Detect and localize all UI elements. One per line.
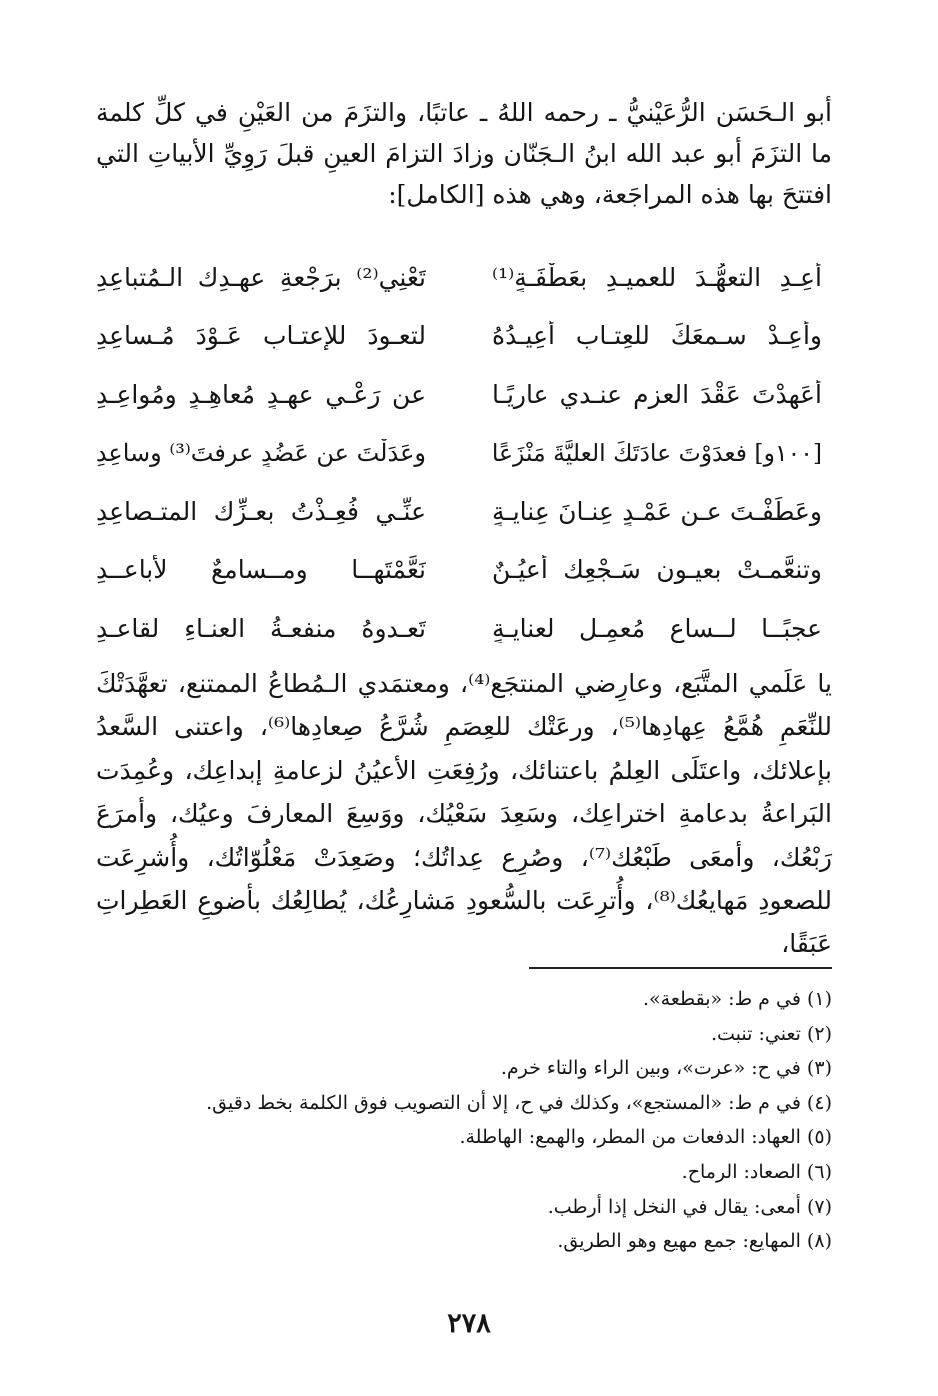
- verse-first-hemistich: وعَطَفْـتَ عـن عَمْـدٍ عِنـانَ عِنايـةٍ: [492, 496, 822, 526]
- verse-first-hemistich: أعِـدِ التعهُّـدَ للعميـدِ بعَطْفَـةٍ⁽¹⁾: [492, 262, 822, 292]
- verse-first-hemistich: وأعِـدْ سـمعَكَ للعِتـابِ أُعِيـدُهُ: [492, 321, 822, 351]
- verse-first-hemistich: أعَهِدْتَ عَقْدَ العزمِ عنـدي عاريًـا: [492, 379, 822, 409]
- verse-first-hemistich: [١٠٠و] فعدَوْتَ عادَتَكَ العليَّةَ مَنْزَعًا: [492, 438, 822, 467]
- verse-line: [96, 482, 832, 541]
- footnote: (٦) الصعاد: الرماح.: [681, 1160, 832, 1183]
- footnote: (٣) في ح: «عرت»، وبين الراء والتاء خرم.: [500, 1057, 832, 1080]
- footnotes-list: [96, 982, 832, 1259]
- intro-text: أبو الـحَسَن الرُّعَيْنيُّ ـ رحمه اللهُ ـ عاتبًا، والتزَمَ من العَيْنِ في كلِّ كلمة ما التزَمَ أبو عبد الله ابنُ الـجَنّان وزادَ التزامَ العينِ قبلَ رَوِيِّ الأبياتِ التي افتتحَ بها هذه المراجَعة، وهي هذه [الكامل]:: [96, 98, 832, 209]
- footnote-divider: [529, 967, 832, 969]
- poem: [96, 248, 832, 658]
- verse-second-hemistich: لتعـودَ للإعتـابِ عَـوْدَ مُـساعِدِ: [96, 321, 426, 351]
- verse-second-hemistich: عنِّـي فُعِـذْتُ بعـزِّك المتـصاعِدِ: [96, 496, 426, 526]
- verse-second-hemistich: نَعَّمْتَهــا ومــسامعٌ لأباعــدِ: [96, 555, 426, 585]
- prose-paragraph: [96, 662, 832, 966]
- footnote: (١) في م ط: «بقطعة».: [643, 988, 832, 1010]
- verse-line: [96, 307, 832, 366]
- footnote: (٨) المهايع: جمع مهيع وهو الطريق.: [557, 1230, 832, 1253]
- verse-first-hemistich: عجبًــا لــساعٍ مُعمِـلٍ لعنايـةٍ: [492, 613, 822, 643]
- verse-first-hemistich: وتنعَّمـتْ بعيـونِ سَـجْعِك أعيُـنٌ: [492, 555, 822, 585]
- intro-paragraph: [96, 92, 832, 215]
- verse-second-hemistich: تَعـدوهُ منفعـةُ العنـاءِ لقاعـدِ: [96, 613, 426, 643]
- footnote: (٧) أمعى: يقال في النخل إذا أرطب.: [547, 1195, 832, 1218]
- verse-line: [96, 599, 832, 658]
- verse-line: [96, 365, 832, 424]
- verse-second-hemistich: عن رَعْـي عهـدٍ مُعاهِـدٍ ومُواعِـدِ: [96, 379, 426, 409]
- verse-line: [96, 248, 832, 307]
- verse-line: [96, 424, 832, 483]
- verse-second-hemistich: وعَدَلْتَ عن عَضُدٍ عرفتَ⁽³⁾ وساعِدِ: [96, 438, 426, 467]
- page-number: ٢٧٨: [447, 1308, 491, 1339]
- footnote: (٢) تعني: تنبت.: [710, 1022, 832, 1045]
- prose-text: يا عَلَمي المتَّبَع، وعارِضي المنتجَع⁽⁴⁾، ومعتمَدي الـمُطاعُ الممتنع، تعهَّدَتْكَ للنِّعَمِ هُمَّعُ عِهادِها⁽⁵⁾، ورعَتْك للعِصَمِ شُرَّعُ صِعادِها⁽⁶⁾، واعتنى السَّعدُ بإعلائك، واعتَلَى العِلمُ باعتنائك، ورُفِعَتِ الأعيُنُ لزعامةِ إبداعِك، وعُمِدَت البَراعةُ بدعامةِ اختراعِك، وسَعِدَ سَعْيُك، ووَسِعَ المعارفَ وعيُك، وأمرَعَ رَبْعُك، وأمعَى طَبْعُك⁽⁷⁾، وصُرِع عِداتُك؛ وصَعِدَتْ مَعْلُوّاتُك، وأُشرِعَت للصعودِ مَهايعُك⁽⁸⁾، وأُترِعَت بالسُّعودِ مَشارِعُك، يُطالِعُك بأضوعِ العَطِراتِ عَبَقًا،: [96, 669, 833, 959]
- footnote: (٤) في م ط: «المستجع»، وكذلك في ح، إلا أن التصويب فوق الكلمة بخط دقيق.: [206, 1091, 832, 1114]
- verse-line: [96, 541, 832, 600]
- footnote: (٥) العهاد: الدفعات من المطر، والهمع: الهاطلة.: [459, 1126, 832, 1149]
- verse-second-hemistich: تَعْنِي⁽²⁾ برَجْعةِ عهـدِك الـمُتباعِدِ: [96, 262, 426, 292]
